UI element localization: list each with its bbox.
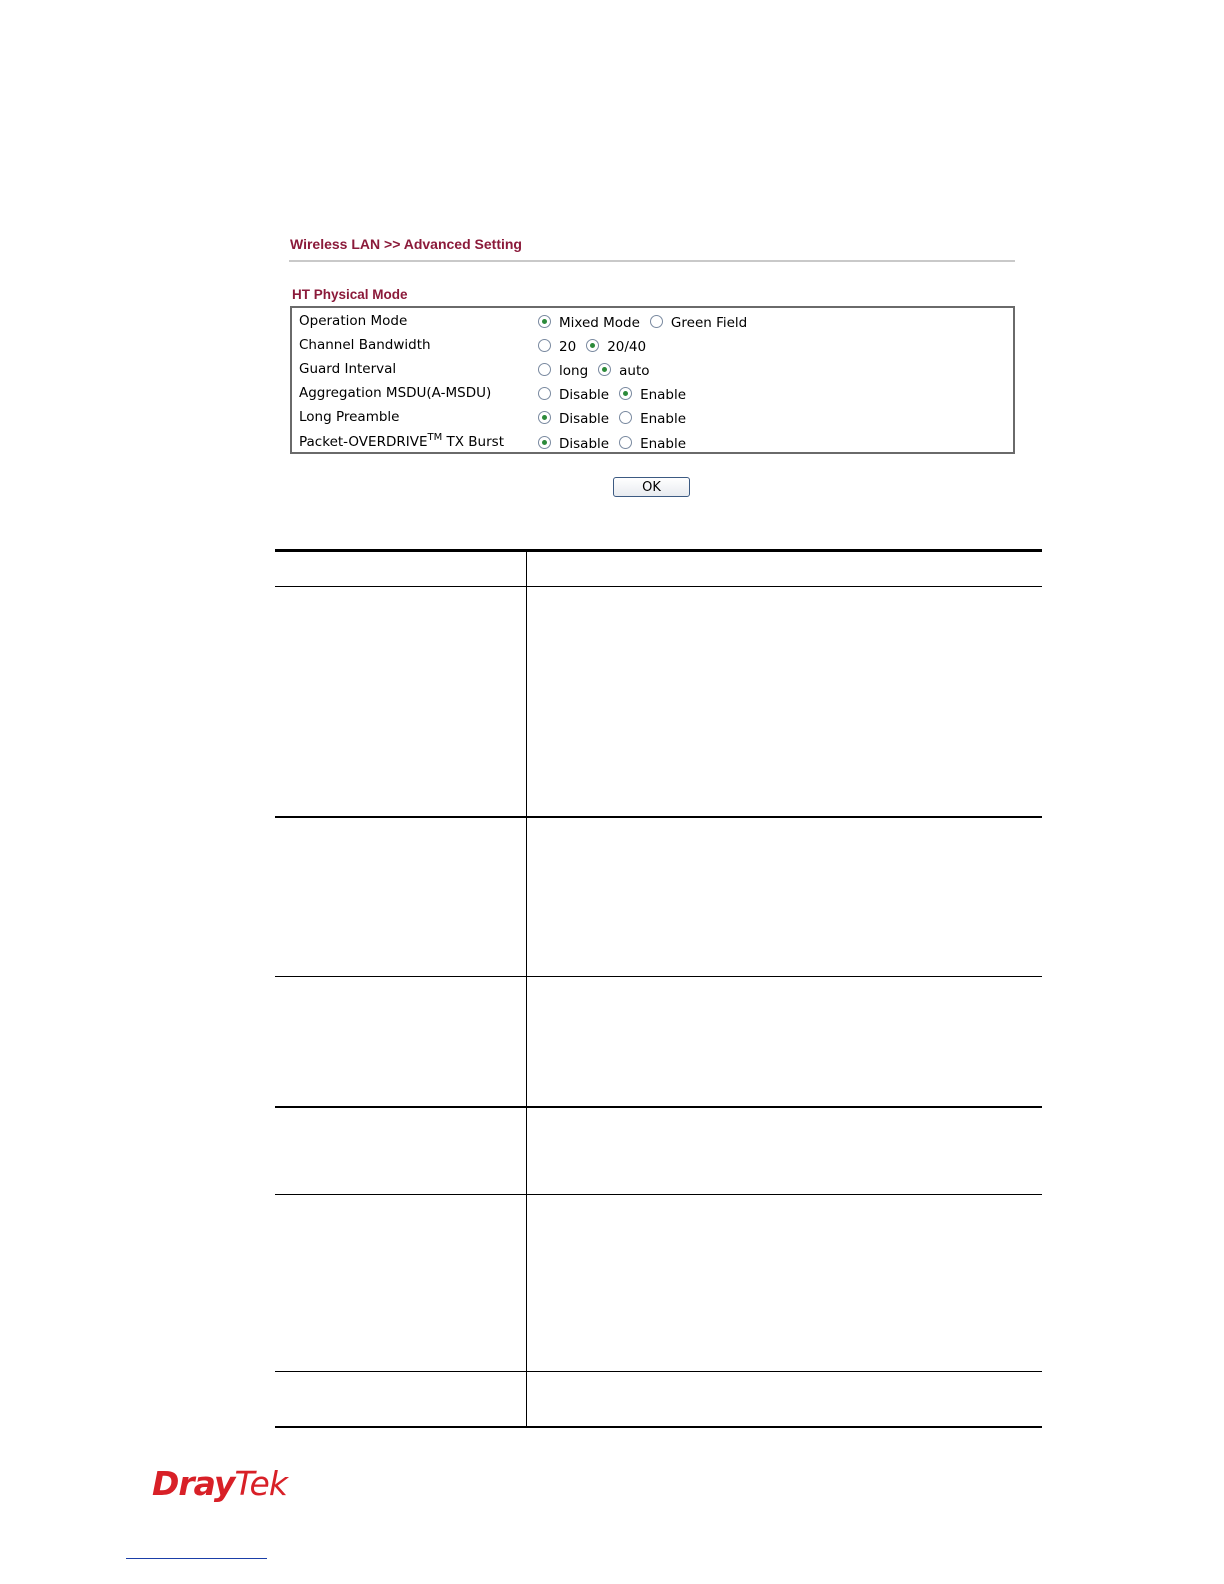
radio-button[interactable] xyxy=(586,339,599,352)
radio-option-label: 20 xyxy=(559,339,577,355)
description-table xyxy=(275,549,1042,1429)
table-rule xyxy=(275,976,1042,977)
ok-button[interactable]: OK xyxy=(613,477,690,497)
radio-button[interactable] xyxy=(619,411,632,424)
radio-group xyxy=(538,337,656,353)
setting-label-suffix: TX Burst xyxy=(442,434,504,450)
breadcrumb-divider xyxy=(289,260,1015,262)
table-rule xyxy=(275,1106,1042,1108)
setting-label xyxy=(299,434,504,450)
radio-button[interactable] xyxy=(538,339,551,352)
radio-button[interactable] xyxy=(619,436,632,449)
table-rule xyxy=(275,1371,1042,1372)
radio-group xyxy=(538,313,757,329)
table-column-divider xyxy=(526,549,527,1427)
setting-label: Operation Mode xyxy=(299,313,408,329)
radio-button[interactable] xyxy=(538,363,551,376)
radio-option-label: Disable xyxy=(559,387,610,403)
trademark-superscript: TM xyxy=(427,432,443,443)
table-rule xyxy=(275,816,1042,818)
radio-group xyxy=(538,409,696,425)
setting-label: Long Preamble xyxy=(299,409,400,425)
radio-option-label: Enable xyxy=(640,411,687,427)
radio-button[interactable] xyxy=(538,436,551,449)
radio-option-label: Mixed Mode xyxy=(559,315,640,331)
table-rule xyxy=(275,549,1042,552)
setting-label: Channel Bandwidth xyxy=(299,337,431,353)
ht-physical-mode-panel xyxy=(290,306,1015,454)
radio-option-label: auto xyxy=(619,363,650,379)
setting-row xyxy=(292,383,1013,407)
radio-option-label: 20/40 xyxy=(607,339,647,355)
setting-row xyxy=(292,432,1013,456)
logo-part2: Tek xyxy=(234,1464,287,1503)
setting-row xyxy=(292,311,1013,335)
radio-group xyxy=(538,434,696,450)
setting-label-prefix: Packet-OVERDRIVE xyxy=(299,434,428,450)
logo-part1: Dray xyxy=(152,1464,235,1503)
radio-option-label: Enable xyxy=(640,387,687,403)
radio-button[interactable] xyxy=(650,315,663,328)
table-rule xyxy=(275,586,1042,587)
radio-option-label: long xyxy=(559,363,589,379)
setting-label: Guard Interval xyxy=(299,361,397,377)
radio-option-label: Disable xyxy=(559,436,610,452)
setting-row xyxy=(292,407,1013,431)
radio-button[interactable] xyxy=(538,387,551,400)
radio-button[interactable] xyxy=(538,411,551,424)
table-rule xyxy=(275,1426,1042,1428)
setting-row xyxy=(292,359,1013,383)
radio-button[interactable] xyxy=(538,315,551,328)
radio-option-label: Disable xyxy=(559,411,610,427)
draytek-logo xyxy=(152,1464,287,1503)
radio-option-label: Enable xyxy=(640,436,687,452)
radio-group xyxy=(538,361,660,377)
radio-button[interactable] xyxy=(619,387,632,400)
setting-label: Aggregation MSDU(A-MSDU) xyxy=(299,385,492,401)
section-title: HT Physical Mode xyxy=(292,287,408,302)
radio-group xyxy=(538,385,696,401)
footer-divider xyxy=(126,1558,267,1559)
radio-button[interactable] xyxy=(598,363,611,376)
breadcrumb: Wireless LAN >> Advanced Setting xyxy=(290,236,522,252)
radio-option-label: Green Field xyxy=(670,315,748,331)
table-rule xyxy=(275,1194,1042,1195)
setting-row xyxy=(292,335,1013,359)
